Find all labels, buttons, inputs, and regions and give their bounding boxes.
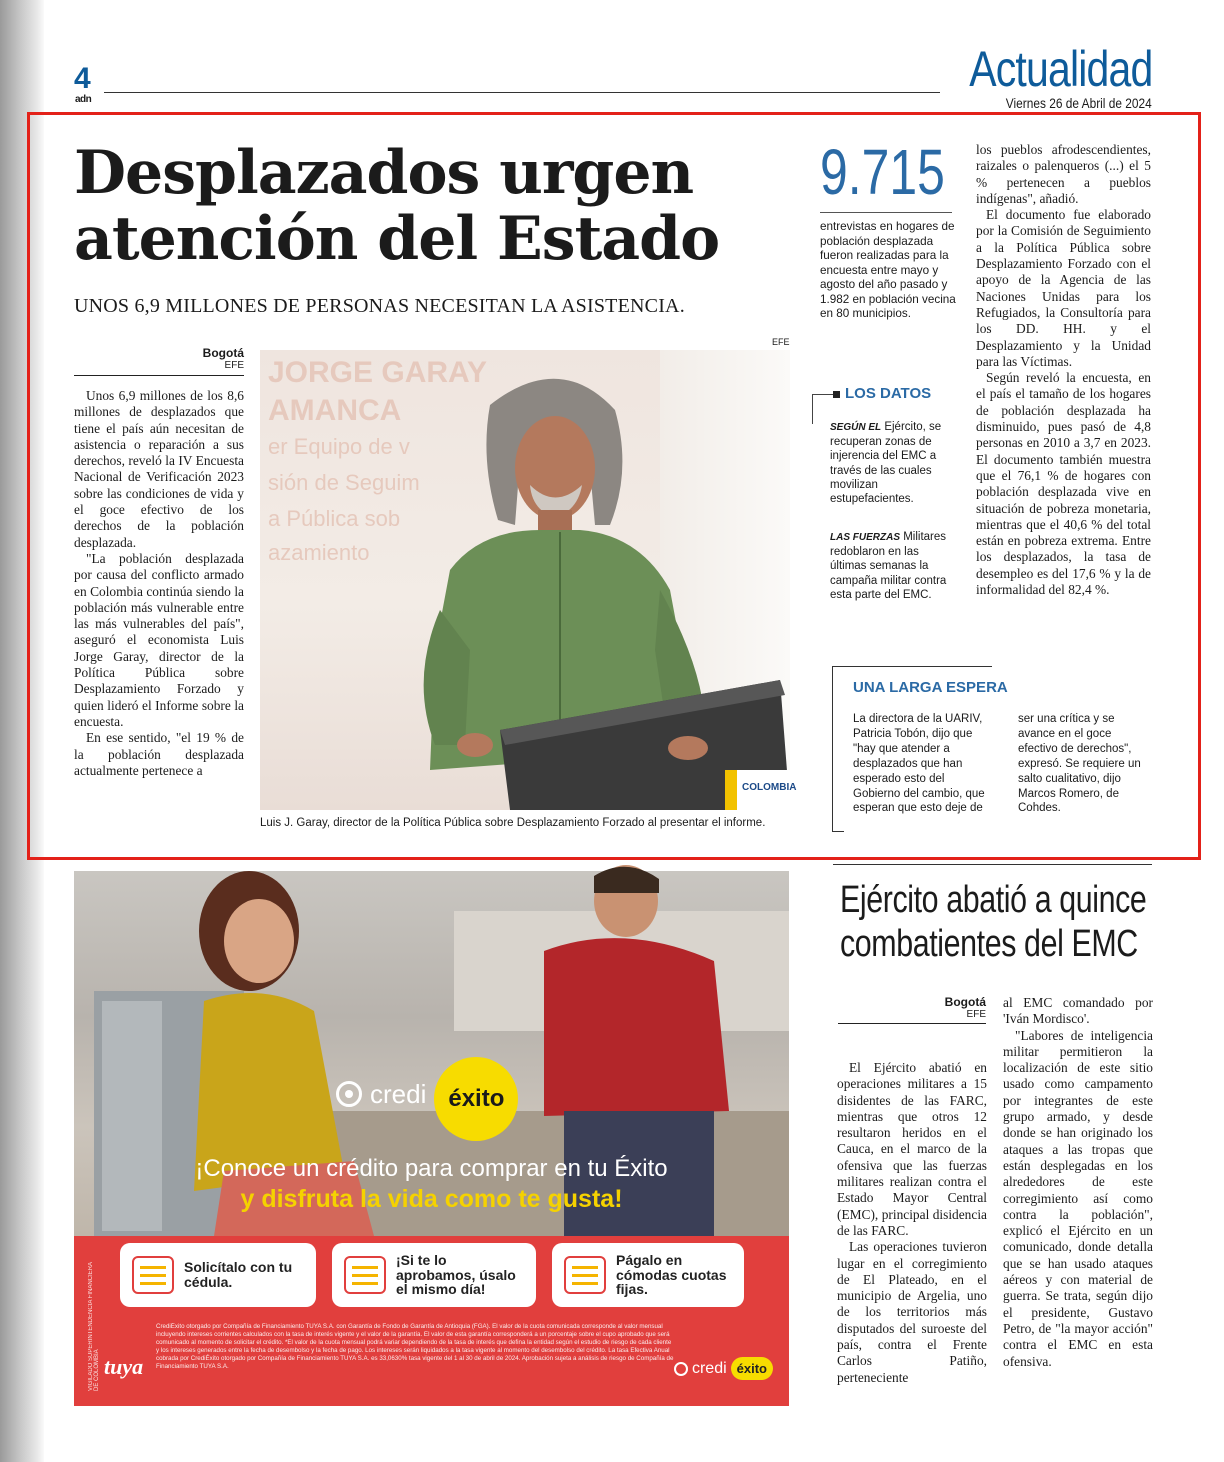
datos-item-lead: LAS FUERZAS bbox=[830, 532, 900, 543]
datos-item-text: Militares redoblaron en las últimas semanas la campaña militar contra esta parte del EMC. bbox=[830, 531, 947, 601]
dateline-city: Bogotá bbox=[944, 995, 986, 1009]
body-paragraph: En ese sentido, "el 19 % de la población desplazada actualmente pertenece a bbox=[74, 730, 244, 778]
credi-ring-icon bbox=[674, 1362, 688, 1376]
ad-headline bbox=[74, 1154, 789, 1215]
story2-dateline bbox=[838, 995, 986, 1024]
header-rule bbox=[104, 92, 940, 93]
dateline-agency: EFE bbox=[966, 1009, 986, 1021]
main-body-column-right bbox=[976, 142, 1151, 598]
espera-text: La directora de la UARIV, Patricia Tobón, dijo que "hay que atender a desplazados que han esperado esto del Gobierno del cambio, que esperan que esto deje de ser una crítica y se avance en el goce efectivo de derechos", expresó. Se requiere un salto cualitativo, dijo Marcos Romero, de Cohdes. bbox=[853, 713, 1141, 815]
ad-feature-text: Solicítalo con tu cédula. bbox=[184, 1259, 293, 1290]
credi-wordmark: credi bbox=[370, 1079, 427, 1109]
photo-backdrop-text: a Pública sob bbox=[268, 506, 401, 531]
brand-logo: adn bbox=[75, 94, 92, 105]
approval-icon bbox=[344, 1256, 386, 1294]
main-subhead: UNOS 6,9 MILLONES DE PERSONAS NECESITAN LA ASISTENCIA. bbox=[74, 295, 685, 317]
story2-headline: Ejército abatió a quince combatientes del EMC bbox=[840, 879, 1147, 965]
exito-badge: éxito bbox=[434, 1057, 518, 1141]
photo-backdrop-text: er Equipo de v bbox=[268, 434, 410, 459]
section-title: Actualidad bbox=[968, 41, 1152, 97]
photo-backdrop-text: azamiento bbox=[268, 540, 370, 565]
datos-item bbox=[830, 530, 950, 602]
photo-backdrop-text: sión de Seguim bbox=[268, 470, 420, 495]
crediexito-footer-logo bbox=[674, 1357, 773, 1380]
highlight-number: 9.715 bbox=[820, 136, 945, 208]
ad-feature-card bbox=[120, 1243, 316, 1307]
story2-column-right bbox=[1003, 995, 1153, 1370]
body-paragraph: "La población desplazada por causa del conflicto armado en Colombia continúa siendo la población más vulnerable entre las más vulnerables del país", aseguró el economista Luis Jorge Garay, director de la Política Pública sobre Desplazamiento Forzado y quien lideró el Informe sobre la encuesta. bbox=[74, 550, 244, 729]
vigilado-notice: VIGILADO SUPERINTENDENCIA FINANCIERA DE COLOMBIA bbox=[88, 1262, 100, 1391]
issue-date: Viernes 26 de Abril de 2024 bbox=[1005, 95, 1152, 111]
datos-item-lead: SEGÚN EL bbox=[830, 422, 882, 433]
ad-headline-line2: y disfruta la vida como te gusta! bbox=[240, 1185, 623, 1213]
body-paragraph: Según reveló la encuesta, en el país el tamaño de los hogares de población desplazada ha disminuido, pues pasó de 4,8 personas en 2010 a 3,7 en 2023. El documento también muestra que el 76,1 % de hogares con población desplazada vive en situación de pobreza monetaria, mientras que el 40,6 % del total están en pobreza extrema. Entre los desplazados, la tasa de desempleo es del 17,6 % y la de informalidad del 82,4 %. bbox=[976, 370, 1151, 598]
main-dateline bbox=[74, 346, 244, 376]
page-number: 4 bbox=[74, 62, 91, 95]
espera-frame bbox=[832, 666, 844, 832]
credi-ring-icon bbox=[336, 1081, 362, 1107]
datos-title: LOS DATOS bbox=[845, 385, 932, 402]
ad-feature-text: ¡Si te lo aprobamos, úsalo el mismo día! bbox=[396, 1251, 516, 1298]
ad-headline-line1: ¡Conoce un crédito para comprar en tu Éxito bbox=[195, 1155, 668, 1182]
news-photo bbox=[260, 350, 797, 810]
ad-feature-card bbox=[552, 1243, 744, 1307]
body-paragraph: El documento fue elaborado por la Comisión de Seguimiento a la Política Pública sobre Desplazamiento Forzado con el apoyo de la Agencia de las Naciones Unidas para los Refugiados, la Consultoría para los DD. HH. y el Desplazamiento y la Unidad para las Víctimas. bbox=[976, 207, 1151, 369]
ad-feature-card bbox=[332, 1243, 536, 1307]
dateline-city: Bogotá bbox=[202, 346, 244, 360]
main-headline: Desplazados urgen atención del Estado bbox=[74, 138, 720, 274]
speaker-illustration bbox=[260, 350, 797, 810]
ad-feature-text: Págalo en cómodas cuotas fijas. bbox=[616, 1251, 727, 1298]
ad-legal-text: CrediÉxito otorgado por Compañía de Financiamiento TUYA S.A. con Garantía de Fondo de Garantía de Antioquia (FGA). El valor de la cuota comunicada corresponde al valor mensual incluyendo intereses corrientes calculados con la tasa de interés vigente y el valor de la garantía. El valor de esta garantía corresponderá a un porcentaje sobre el cupo aprobado que será comunicado al momento de solicitar el crédito. *El valor de la cuota mensual podrá variar dependiendo de la tasa de interés que defina la entidad según el estudio de riesgo de cada cliente y los intereses generados entre la fecha de desembolso y la fecha de pago. Los intereses serán liquidados a la tasa vigente al momento del desembolso del crédito. La tasa Efectiva Anual cobrada por CrediÉxito otorgado por Compañía de Financiamiento TUYA S.A. es 33,0630% tasa vigente del 1 al 30 de abril de 2024. Aprobación sujeta a análisis de riesgo de Compañía de Financiamiento TUYA S.A. bbox=[156, 1323, 674, 1370]
tuya-logo: tuya bbox=[104, 1354, 144, 1379]
photo-credit: EFE bbox=[772, 337, 790, 347]
body-paragraph: El Ejército abatió en operaciones militares a 15 disidentes de las FARC, mientras que otros 12 resultaron heridos en el Cauca, en el marco de la ofensiva que las fuerzas militares realizan contra el Estado Mayor Central (EMC), principal disidencia de las FARC. bbox=[837, 1060, 987, 1238]
credito-advertisement[interactable] bbox=[74, 871, 789, 1406]
stat-rule bbox=[820, 212, 952, 213]
espera-title: UNA LARGA ESPERA bbox=[853, 679, 1008, 696]
exito-badge: éxito bbox=[731, 1357, 773, 1380]
datos-item-text: Ejército, se recuperan zonas de injerencia del EMC a través de las cuales movilizan estupefacientes. bbox=[830, 421, 942, 506]
credi-wordmark: credi bbox=[691, 1359, 727, 1377]
body-paragraph: Las operaciones tuvieron lugar en el corregimiento de El Plateado, en el municipio de Argelia, uno de los territorios más disputados del suroeste del país, contra el Frente Carlos Patiño, perteneciente bbox=[837, 1239, 987, 1385]
photo-caption: Luis J. Garay, director de la Política Pública sobre Desplazamiento Forzado al presentar el informe. bbox=[260, 817, 766, 829]
story2-column-left bbox=[837, 1060, 987, 1386]
body-paragraph: "Labores de inteligencia militar permitieron la localización de este sitio usado como campamento por integrantes de este grupo armado, y desde donde se han originado los ataques a las tropas que están desplegadas en los alrededores de este corregimiento así como contra la población", explicó el Ejército en un comunicado, donde detalla que se han usado ataques aéreos y con material de guerra. Se trata, según dijo el presidente, Gustavo Petro, de "la mayor acción" contra el EMC en esta ofensiva. bbox=[1003, 1027, 1153, 1369]
body-paragraph: al EMC comandado por 'Iván Mordisco'. bbox=[1003, 995, 1153, 1027]
dateline-agency: EFE bbox=[224, 360, 244, 372]
story2-rule bbox=[833, 864, 1152, 865]
crediexito-logo bbox=[336, 1061, 518, 1127]
calendar-icon bbox=[564, 1256, 606, 1294]
main-body-column bbox=[74, 388, 244, 779]
photo-sign-text: COLOMBIA bbox=[742, 782, 797, 793]
body-paragraph: Unos 6,9 millones de los 8,6 millones de desplazados que tiene el país aún necesitan de asistencia o reparación a sus derechos, reveló la IV Encuesta Nacional de Verificación 2023 sobre las condiciones de vida y el goce efectivo de los derechos de la población desplazada. bbox=[74, 388, 244, 550]
photo-backdrop-text: AMANCA bbox=[268, 394, 402, 427]
photo-backdrop-text: JORGE GARAY bbox=[268, 356, 487, 389]
datos-item bbox=[830, 420, 950, 506]
body-paragraph: los pueblos afrodescendientes, raizales o palenqueros (...) el 5 % pertenecen a pueblos indígenas", añadió. bbox=[976, 142, 1151, 206]
id-card-icon bbox=[132, 1256, 174, 1294]
highlight-number-text: entrevistas en hogares de población desplazada fueron realizadas para la encuesta entre mayo y agosto del año pasado y 1.982 en población vecina en 80 municipios. bbox=[820, 220, 956, 320]
